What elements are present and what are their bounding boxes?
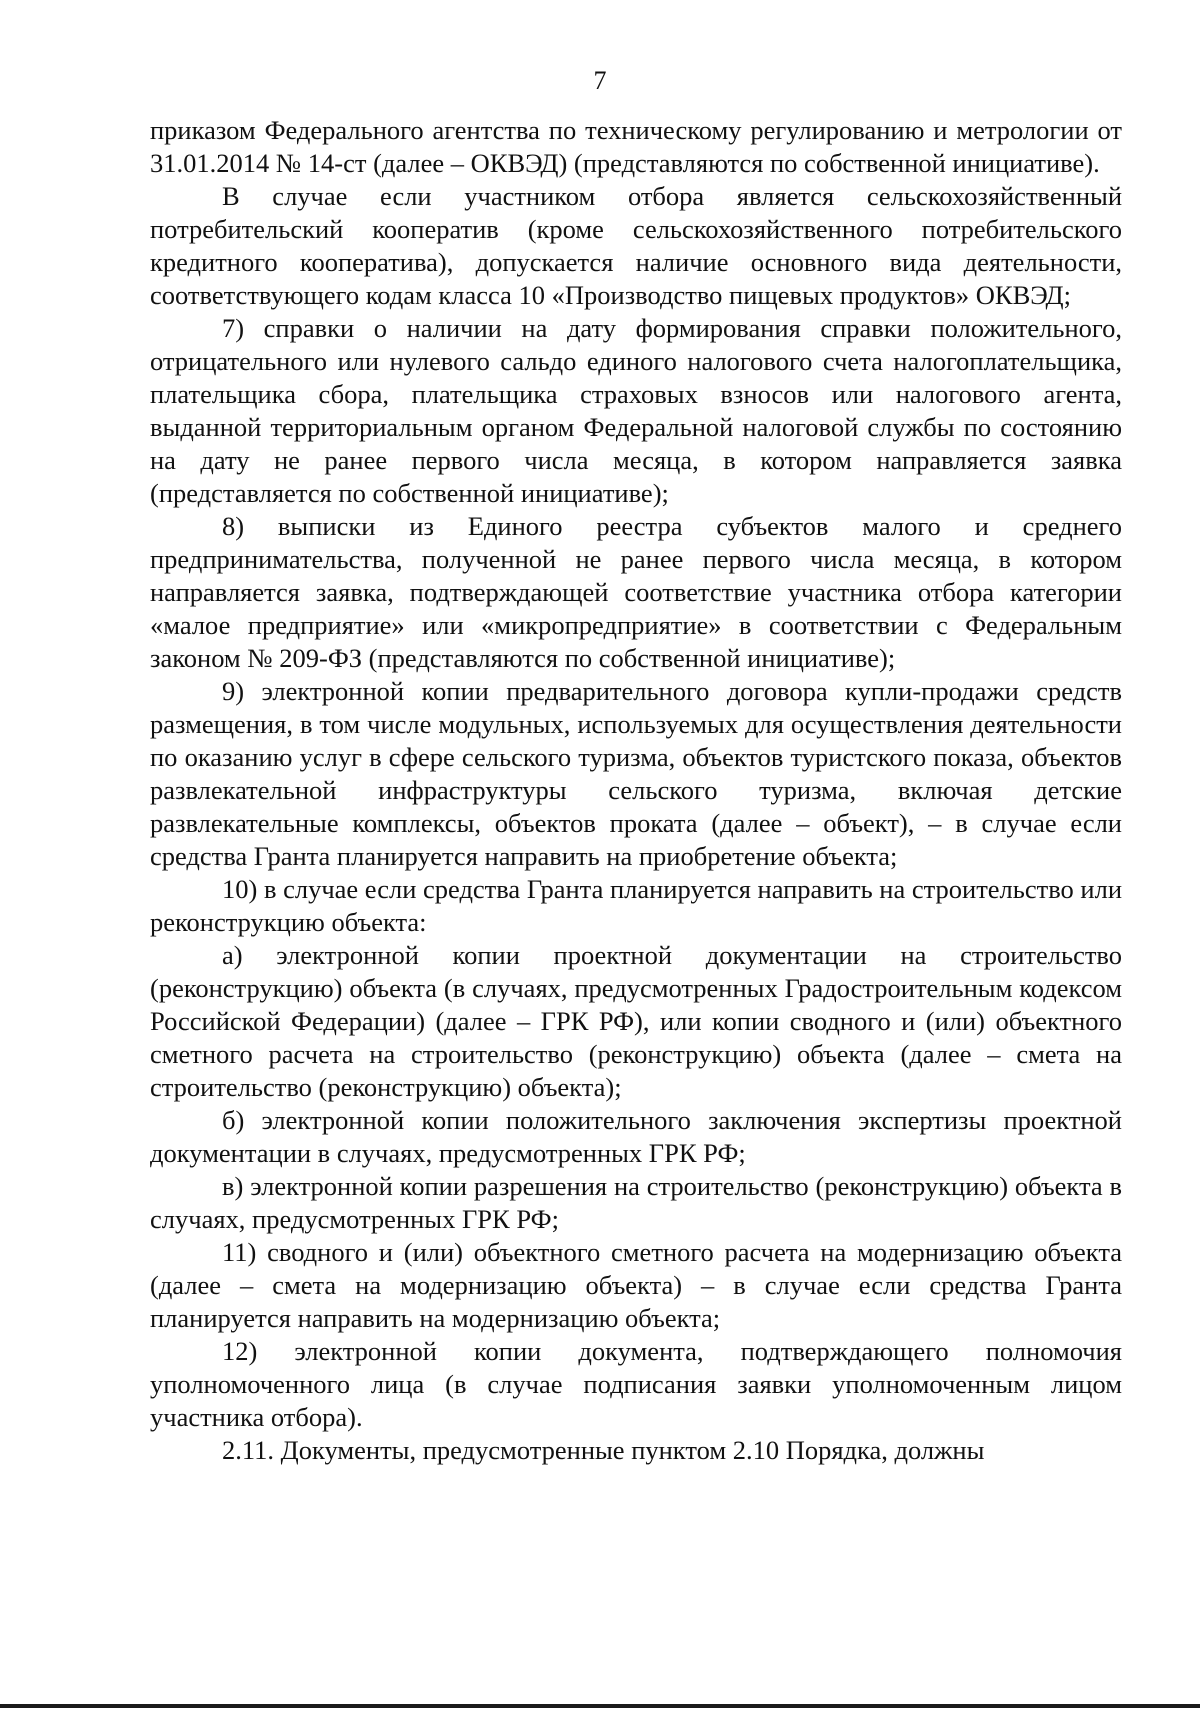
paragraph-continuation: приказом Федерального агентства по техническому регулированию и метрологии от 31.01.2014 № 14-ст (далее – ОКВЭД) (представляются по собственной инициативе).: [150, 115, 1122, 178]
paragraph-item-8: 8) выписки из Единого реестра субъектов малого и среднего предпринимательства, полученной не ранее первого числа месяца, в котором направляется заявка, подтверждающей соответствие участника отбора категории «малое предприятие» или «микропредприятие» в соответствии с Федеральным законом № 209-ФЗ (представляются по собственной инициативе);: [150, 511, 1122, 673]
paragraph-item-9: 9) электронной копии предварительного договора купли-продажи средств размещения, в том числе модульных, используемых для осуществления деятельности по оказанию услуг в сфере сельского туризма, объектов туристского показа, объектов развлекательной инфраструктуры сельского туризма, включая детские развлекательные комплексы, объектов проката (далее – объект), – в случае если средства Гранта планируется направить на приобретение объекта;: [150, 676, 1122, 871]
paragraph-item-10a: а) электронной копии проектной документации на строительство (реконструкцию) объекта (в случаях, предусмотренных Градостроительным кодексом Российской Федерации) (далее – ГРК РФ), или копии сводного и (или) объектного сметного расчета на строительство (реконструкцию) объекта (далее – смета на строительство (реконструкцию) объекта);: [150, 940, 1122, 1102]
paragraph-2-11: 2.11. Документы, предусмотренные пунктом 2.10 Порядка, должны: [222, 1435, 985, 1465]
paragraph-item-10: 10) в случае если средства Гранта планируется направить на строительство или реконструкцию объекта:: [150, 874, 1123, 937]
paragraph-item-11: 11) сводного и (или) объектного сметного расчета на модернизацию объекта (далее – смета на модернизацию объекта) – в случае если средства Гранта планируется направить на модернизацию объекта;: [150, 1237, 1122, 1333]
paragraph-item-12: 12) электронной копии документа, подтверждающего полномочия уполномоченного лица (в случае подписания заявки уполномоченным лицом участника отбора).: [150, 1336, 1122, 1432]
paragraph-item-7: 7) справки о наличии на дату формирования справки положительного, отрицательного или нулевого сальдо единого налогового счета налогоплательщика, плательщика сбора, плательщика страховых взносов или налогового агента, выданной территориальным органом Федеральной налоговой службы по состоянию на дату не ранее первого числа месяца, в котором направляется заявка (представляется по собственной инициативе);: [150, 313, 1122, 508]
page-number: 7: [593, 66, 607, 95]
paragraph-item-10v: в) электронной копии разрешения на строительство (реконструкцию) объекта в случаях, предусмотренных ГРК РФ;: [150, 1171, 1122, 1234]
document-body: [150, 114, 1122, 1467]
paragraph-cooperative: В случае если участником отбора является сельскохозяйственный потребительский кооператив (кроме сельскохозяйственного потребительского кредитного кооператива), допускается наличие основного вида деятельности, соответствующего кодам класса 10 «Производство пищевых продуктов» ОКВЭД;: [150, 181, 1122, 310]
scan-edge-divider: [0, 1704, 1200, 1708]
paragraph-item-10b: б) электронной копии положительного заключения экспертизы проектной документации в случаях, предусмотренных ГРК РФ;: [150, 1105, 1122, 1168]
